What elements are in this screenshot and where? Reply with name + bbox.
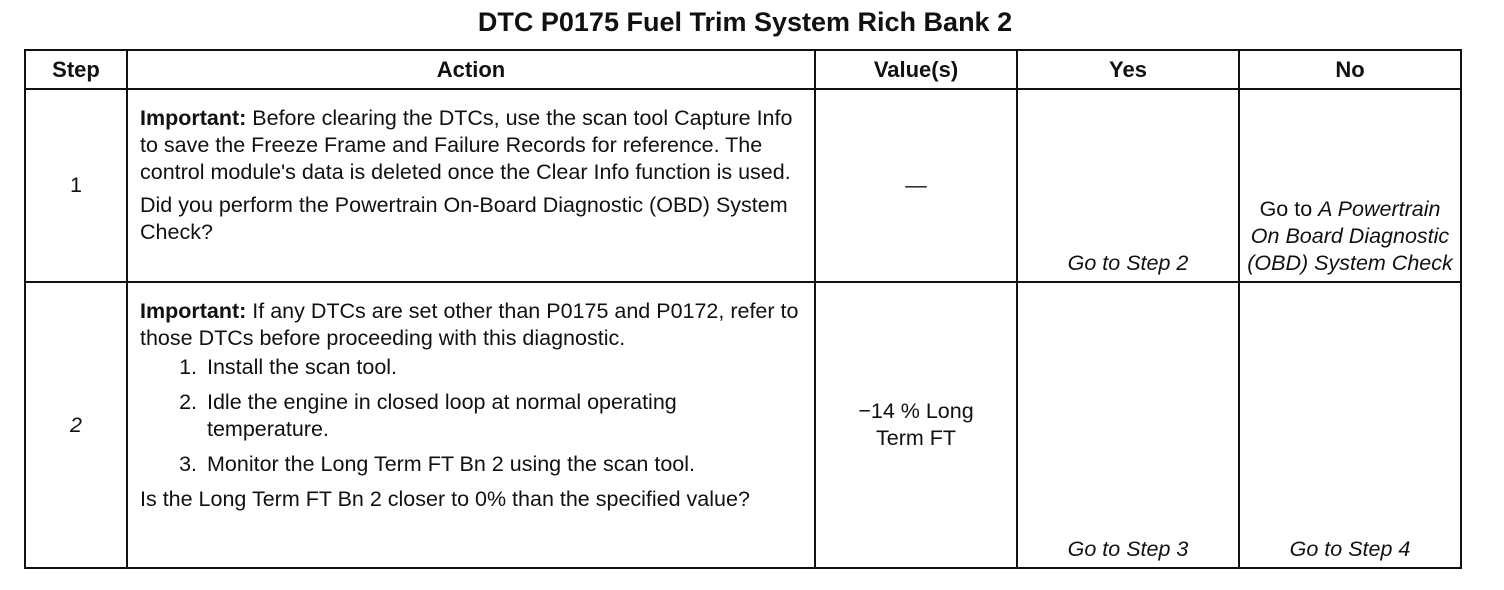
no-link-text: A Powertrain On Board Diagnostic (OBD) System Check <box>1247 197 1453 275</box>
column-header-action: Action <box>127 50 815 89</box>
no-cell <box>1239 89 1461 282</box>
question-text: Did you perform the Powertrain On-Board Diagnostic (OBD) System Check? <box>140 193 788 244</box>
list-item-text: Install the scan tool. <box>207 355 398 379</box>
important-note <box>140 105 804 186</box>
question-text: Is the Long Term FT Bn 2 closer to 0% than the specified value? <box>140 487 750 511</box>
important-note <box>140 298 804 352</box>
list-item-number: 3. <box>179 452 197 476</box>
procedure-list <box>140 354 804 478</box>
list-item-number: 1. <box>179 355 197 379</box>
step-number: 2 <box>25 282 127 568</box>
important-label: Important: <box>140 106 247 130</box>
action-cell <box>127 89 815 282</box>
list-item-text: Monitor the Long Term FT Bn 2 using the scan tool. <box>207 452 696 476</box>
important-text: If any DTCs are set other than P0175 and P0172, refer to those DTCs before proceeding with this diagnostic. <box>140 299 799 350</box>
value-cell: — <box>815 89 1017 282</box>
yes-link[interactable]: Go to Step 3 <box>1017 282 1239 568</box>
no-prefix: Go to <box>1259 197 1319 221</box>
column-header-values: Value(s) <box>815 50 1017 89</box>
no-link[interactable]: Go to Step 4 <box>1239 282 1461 568</box>
step-number: 1 <box>25 89 127 282</box>
value-cell: −14 % Long Term FT <box>815 282 1017 568</box>
table-header-row <box>25 50 1461 89</box>
table-row <box>25 89 1461 282</box>
column-header-step: Step <box>25 50 127 89</box>
list-item-number: 2. <box>179 390 197 414</box>
action-cell <box>127 282 815 568</box>
yes-link[interactable]: Go to Step 2 <box>1017 89 1239 282</box>
list-item <box>140 451 804 478</box>
page-title: DTC P0175 Fuel Trim System Rich Bank 2 <box>477 7 1013 37</box>
no-link[interactable] <box>1241 196 1459 277</box>
list-item-text: Idle the engine in closed loop at normal operating temperature. <box>207 390 677 441</box>
list-item <box>140 389 804 443</box>
column-header-yes: Yes <box>1017 50 1239 89</box>
important-text: Before clearing the DTCs, use the scan tool Capture Info to save the Freeze Frame and Failure Records for reference. The control module's data is deleted once the Clear Info function is used. <box>140 106 793 184</box>
diagnostic-table <box>24 49 1462 569</box>
list-item <box>140 354 804 381</box>
column-header-no: No <box>1239 50 1461 89</box>
important-label: Important: <box>140 299 247 323</box>
table-row <box>25 282 1461 568</box>
